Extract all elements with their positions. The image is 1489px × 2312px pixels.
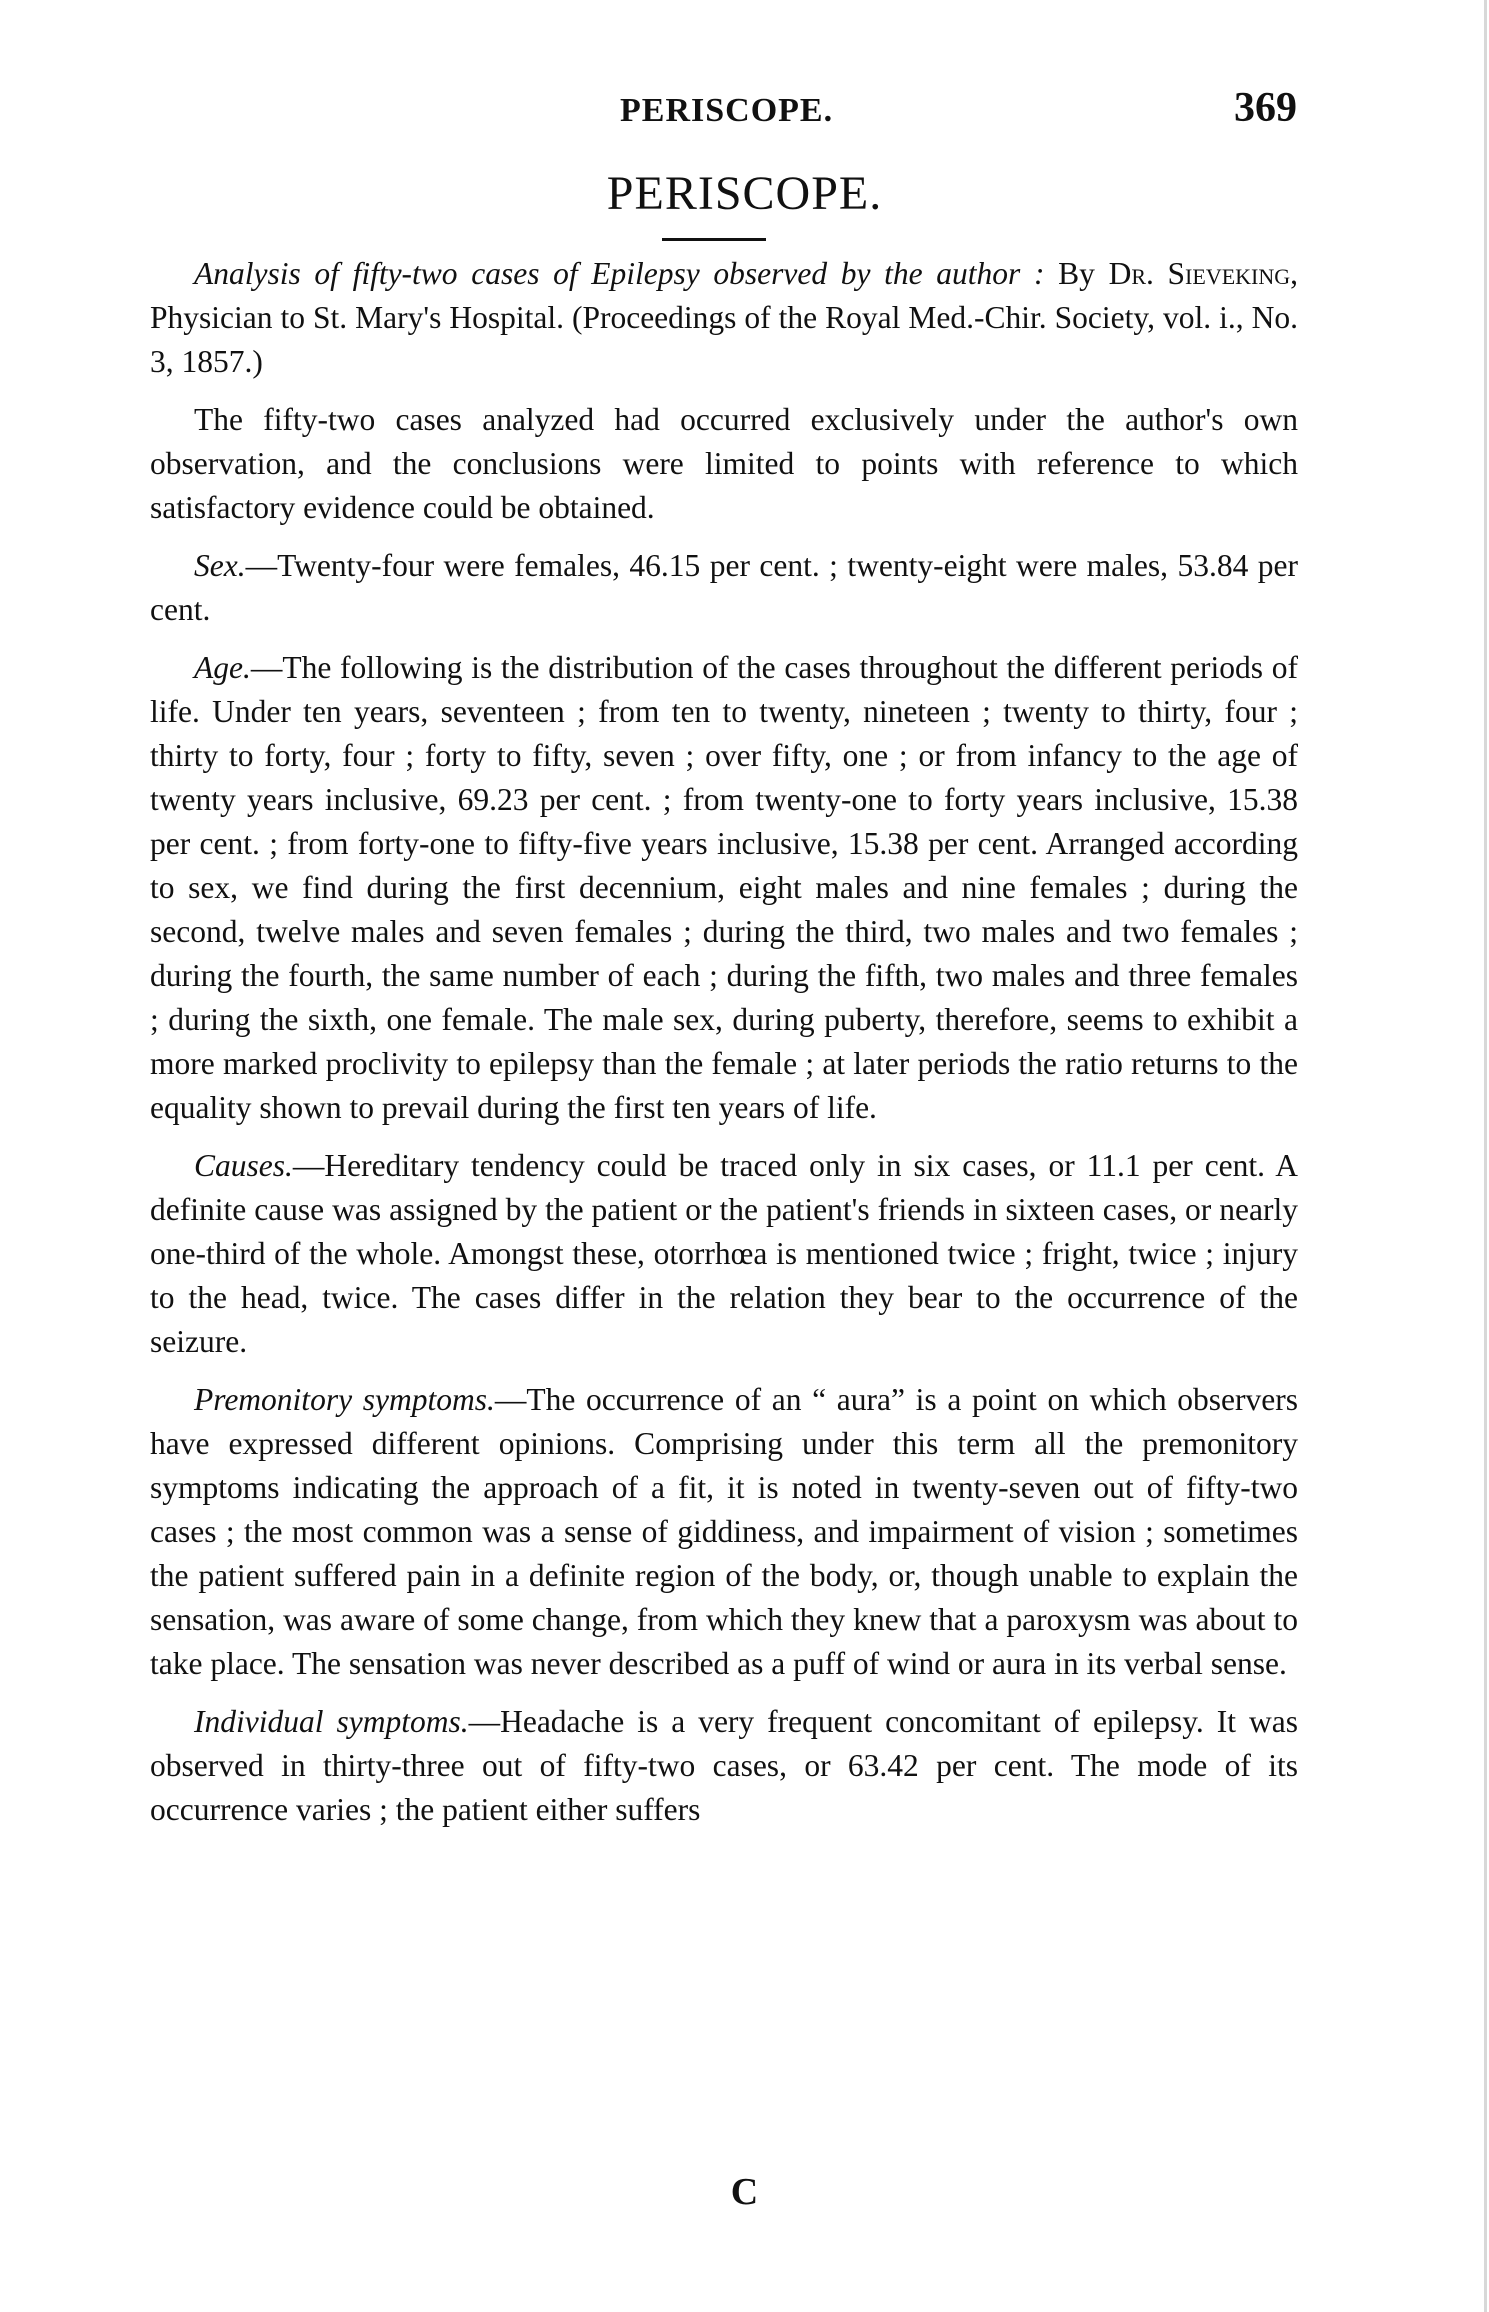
paragraph-sex: [150, 544, 1298, 632]
paragraph-text: —Hereditary tendency could be traced only in six cases, or 11.1 per cent. A definite cause was assigned by the patient or the patient's friends in sixteen cases, or nearly one-third of the whole. Amongst these, otorrhœa is mentioned twice ; fright, twice ; injury to the head, twice. The cases differ in the relation they bear to the occurrence of the seizure.: [150, 1148, 1298, 1359]
intro-paragraph: [150, 252, 1298, 384]
paragraph-text: —The following is the distribution of the cases throughout the different periods of life. Under ten years, seventeen ; from ten to twenty, nineteen ; twenty to thirty, four ; thirty to forty, four ; forty to fifty, seven ; over fifty, one ; or from infancy to the age of twenty years inclusive, 69.23 per cent. ; from twenty-one to forty years inclusive, 15.38 per cent. ; from forty-one to fifty-five years inclusive, 15.38 per cent. Arranged according to sex, we find during the first decennium, eight males and nine females ; during the second, twelve males and seven females ; during the third, two males and two females ; during the fourth, the same number of each ; during the fifth, two males and three females ; during the sixth, one female. The male sex, during puberty, therefore, seems to exhibit a more marked proclivity to epilepsy than the female ; at later periods the ratio returns to the equality shown to prevail during the first ten years of life.: [150, 650, 1298, 1125]
paragraph-text: —Twenty-four were females, 46.15 per cent. ; twenty-eight were males, 53.84 per cent.: [150, 548, 1298, 627]
paragraph-lead: Premonitory symptoms.: [194, 1382, 495, 1417]
intro-by: By: [1058, 256, 1095, 291]
paragraph-individual: [150, 1700, 1298, 1832]
section-title: PERISCOPE.: [606, 167, 883, 220]
paragraph-age: [150, 646, 1298, 1130]
paragraph-lead: Causes.: [194, 1148, 293, 1183]
paragraph-text: The fifty-two cases analyzed had occurred exclusively under the author's own observation, and the conclusions were limited to points with reference to which satisfactory evidence could be obtained.: [150, 402, 1298, 525]
title-rule: [662, 238, 766, 241]
intro-author: Dr. Sieveking,: [1108, 256, 1299, 291]
paragraph-text: —The occurrence of an “ aura” is a point on which observers have expressed different opinions. Comprising under this term all the premonitory symptoms indicating the approach of a fit, it is noted in twenty-seven out of fifty-two cases ; the most common was a sense of giddiness, and impairment of vision ; sometimes the patient suffered pain in a definite region of the body, or, though unable to explain the sensation, was aware of some change, from which they knew that a paroxysm was about to take place. The sensation was never described as a puff of wind or aura in its verbal sense.: [150, 1382, 1298, 1681]
signature-mark: C: [730, 2171, 759, 2213]
paragraph-premonitory: [150, 1378, 1298, 1686]
intro-lead: Analysis of fifty-two cases of Epilepsy observed by the author :: [194, 256, 1045, 291]
paragraph-causes: [150, 1144, 1298, 1364]
page-edge-shadow: [1484, 0, 1487, 2312]
paragraph-lead: Age.: [194, 650, 251, 685]
intro-rest: Physician to St. Mary's Hospital. (Proceedings of the Royal Med.-Chir. Society, vol. i., No. 3, 1857.): [150, 300, 1298, 379]
article-body: [150, 252, 1298, 1846]
running-head: PERISCOPE.: [620, 92, 834, 129]
paragraph-lead: Sex.: [194, 548, 246, 583]
page-number: 369: [1234, 85, 1297, 131]
paragraph-lead: Individual symptoms.: [194, 1704, 469, 1739]
paragraph-text: —Headache is a very frequent concomitant of epilepsy. It was observed in thirty-three out of fifty-two cases, or 63.42 per cent. The mode of its occurrence varies ; the patient either suffers: [150, 1704, 1298, 1827]
paragraph-cases: [150, 398, 1298, 530]
